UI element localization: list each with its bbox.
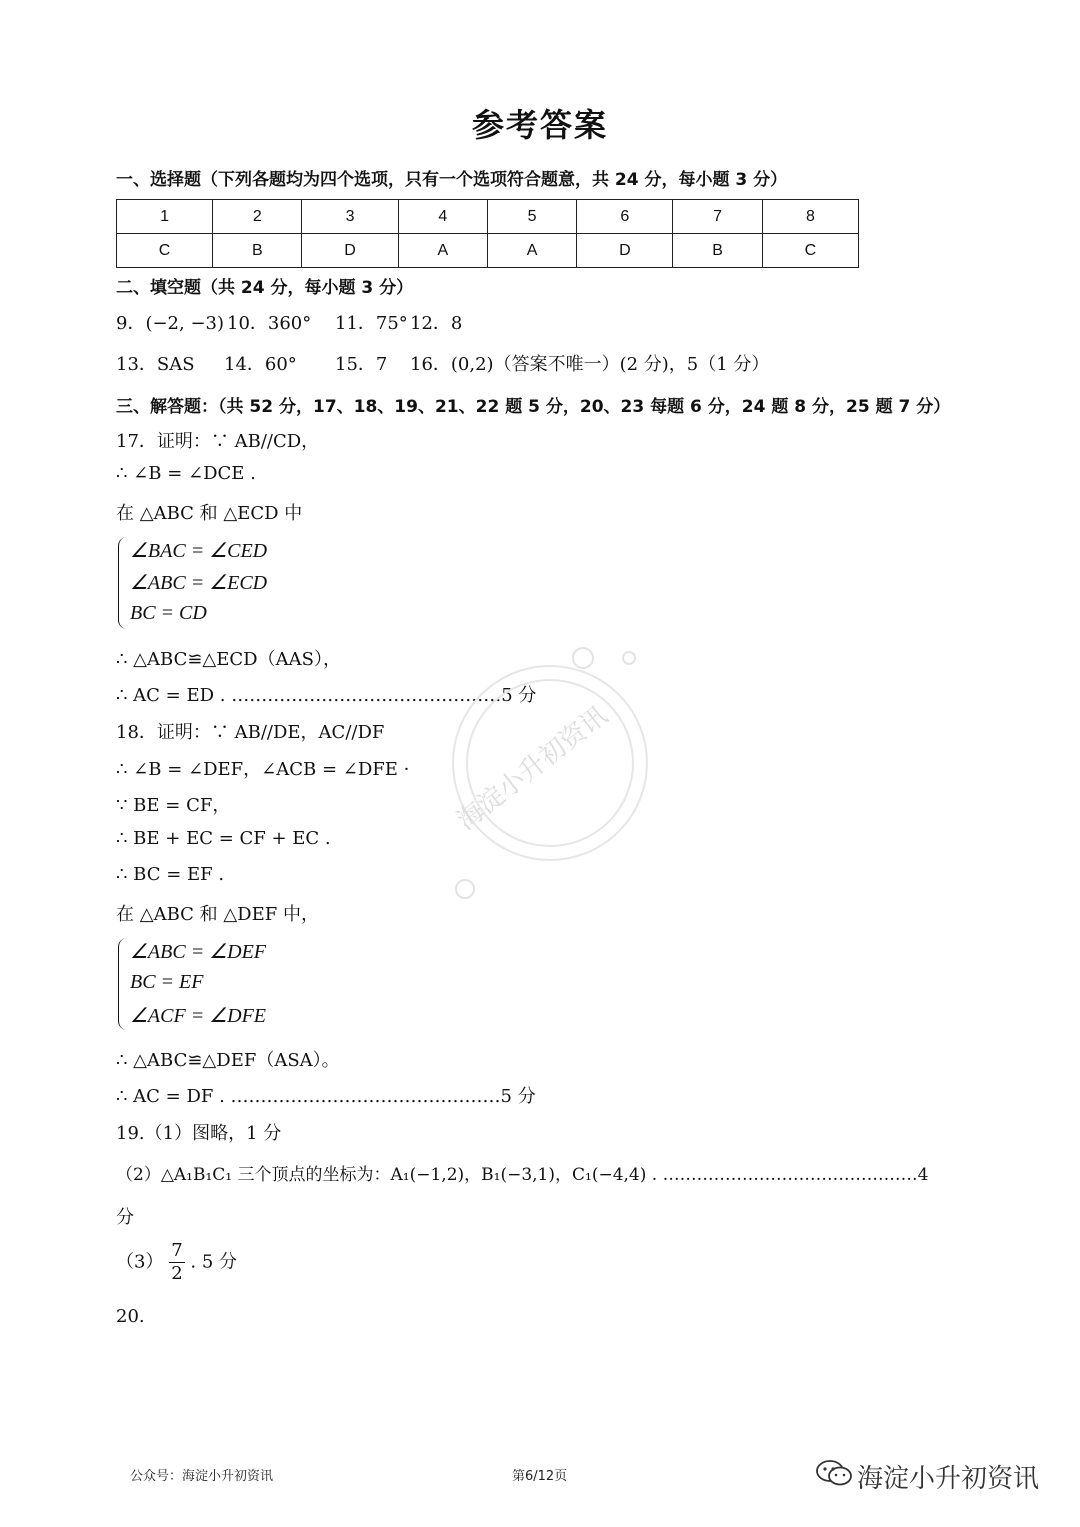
q18-line5: ∴ BC = EF . — [116, 864, 225, 885]
decorative-circle-icon — [622, 651, 636, 665]
fraction — [169, 1240, 184, 1285]
table-cell: 3 — [302, 200, 398, 234]
q18-line8: ∴ AC = DF . ………………………………………5 分 — [116, 1086, 536, 1107]
fill-answer-12: 12．8 — [410, 313, 463, 334]
q18-case3: ∠ACF = ∠DFE — [130, 1005, 267, 1027]
table-cell: 5 — [487, 200, 576, 234]
brace — [118, 938, 127, 1030]
q20-line1: 20. — [116, 1306, 145, 1327]
answer-table — [116, 199, 859, 268]
fill-answer-15: 15．7 — [335, 354, 388, 375]
q19-line2: （2）△A₁B₁C₁ 三个顶点的坐标为：A₁(−1,2)，B₁(−3,1)，C₁(−4,4) . ………………………………………4 — [116, 1165, 929, 1185]
table-row-answers — [117, 234, 859, 268]
table-cell: B — [213, 234, 302, 268]
table-cell: A — [398, 234, 487, 268]
footer-account: 公众号：海淀小升初资讯 — [130, 1469, 274, 1484]
table-cell: 1 — [117, 200, 213, 234]
table-cell: 8 — [762, 200, 858, 234]
fill-answer-14: 14．60° — [224, 354, 297, 375]
fraction-denominator: 2 — [171, 1263, 183, 1284]
fill-answer-11: 11．75° — [335, 313, 408, 334]
q17-case1: ∠BAC = ∠CED — [130, 540, 268, 562]
table-cell: 7 — [673, 200, 762, 234]
q18-line3: ∵ BE = CF， — [116, 795, 231, 816]
brace — [118, 537, 127, 629]
table-cell: D — [302, 234, 398, 268]
q19-line3-prefix: （3） — [116, 1251, 164, 1273]
q17-case3: BC = CD — [130, 602, 207, 624]
table-cell: B — [673, 234, 762, 268]
q18-line7: ∴ △ABC≌△DEF（ASA）。 — [116, 1050, 340, 1071]
q17-line1: 17．证明：∵ AB//CD， — [116, 431, 320, 452]
watermark-text: 海淀小升初资讯 — [451, 700, 614, 837]
fill-answer-13: 13．SAS — [116, 354, 195, 375]
q19-line2-wrap: 分 — [116, 1207, 134, 1228]
table-cell: D — [577, 234, 673, 268]
section1-heading: 一、选择题（下列各题均为四个选项，只有一个选项符合题意，共 24 分，每小题 3 分） — [116, 170, 788, 190]
q17-line4: ∴ △ABC≌△ECD（AAS）， — [116, 649, 341, 670]
q17-line3: 在 △ABC 和 △ECD 中 — [116, 503, 303, 524]
q18-line6: 在 △ABC 和 △DEF 中， — [116, 904, 319, 925]
q19-line1: 19.（1）图略，1 分 — [116, 1123, 282, 1144]
q17-line5: ∴ AC = ED . ………………………………………5 分 — [116, 685, 537, 706]
fill-answer-16: 16．(0,2)（答案不唯一）(2 分)，5（1 分） — [410, 354, 770, 375]
q19-line3 — [116, 1240, 237, 1285]
table-cell: 4 — [398, 200, 487, 234]
fraction-numerator: 7 — [171, 1240, 183, 1261]
q19-line3-suffix: . 5 分 — [190, 1251, 237, 1273]
q18-line1: 18．证明：∵ AB//DE，AC//DF — [116, 722, 385, 743]
fill-answer-9: 9．(−2, −3) — [116, 313, 225, 334]
page-title: 参考答案 — [471, 106, 608, 144]
decorative-circle-icon — [455, 879, 475, 899]
table-cell: 6 — [577, 200, 673, 234]
q18-line4: ∴ BE + EC = CF + EC . — [116, 828, 331, 849]
q17-line2: ∴ ∠B = ∠DCE . — [116, 463, 256, 484]
section3-heading: 三、解答题：（共 52 分，17、18、19、21、22 题 5 分，20、23 每题 6 分，24 题 8 分，25 题 7 分） — [116, 397, 951, 417]
q18-case1: ∠ABC = ∠DEF — [130, 941, 267, 963]
table-cell: C — [762, 234, 858, 268]
q17-case2: ∠ABC = ∠ECD — [130, 572, 268, 594]
decorative-circle-icon — [572, 647, 594, 669]
table-row-numbers — [117, 200, 859, 234]
table-cell: 2 — [213, 200, 302, 234]
table-cell: C — [117, 234, 213, 268]
fill-answer-10: 10．360° — [227, 313, 312, 334]
wechat-icon — [815, 1458, 853, 1492]
q18-case2: BC = EF — [130, 971, 204, 993]
q18-line2: ∴ ∠B = ∠DEF，∠ACB = ∠DFE · — [116, 759, 410, 780]
table-cell: A — [487, 234, 576, 268]
page-number: 第6/12页 — [512, 1469, 568, 1484]
section2-heading: 二、填空题（共 24 分，每小题 3 分） — [116, 278, 414, 298]
footer-brand: 海淀小升初资讯 — [857, 1464, 1040, 1494]
